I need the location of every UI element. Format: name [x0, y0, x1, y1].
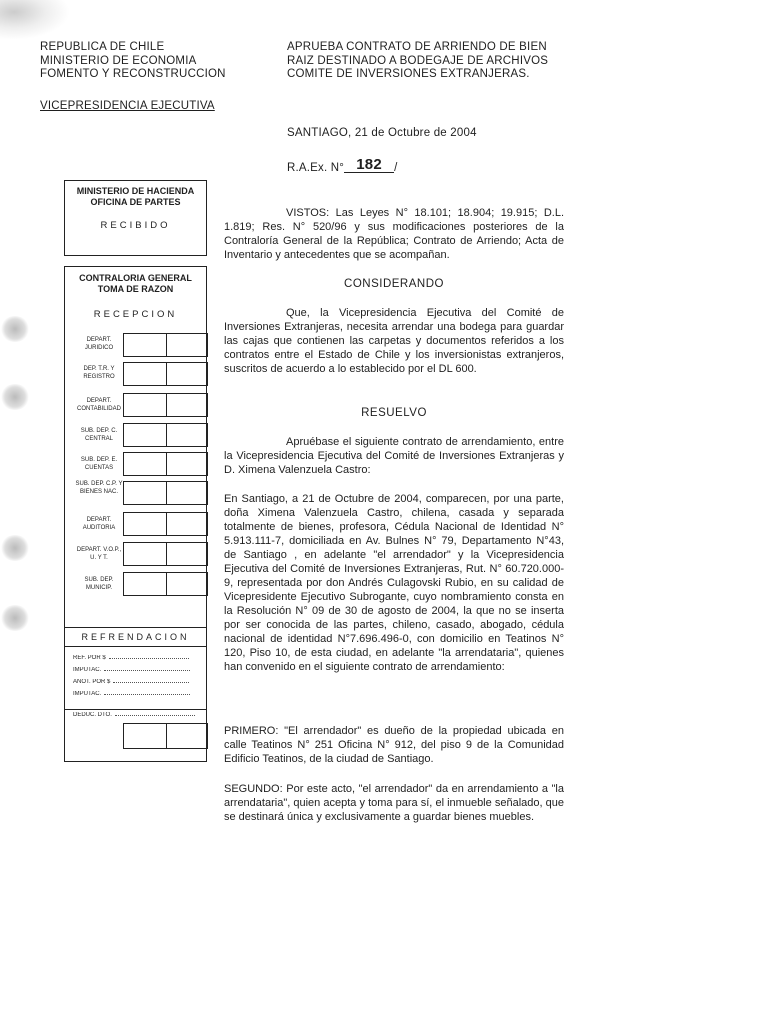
- ref-line-label: ANOT. POR $: [73, 679, 111, 685]
- stamp-title: MINISTERIO DE HACIENDA: [76, 186, 195, 196]
- row-cell: [165, 423, 208, 447]
- clause-label: SEGUNDO:: [224, 783, 283, 795]
- resolution-prefix: R.A.Ex. N°: [287, 162, 345, 174]
- row-cell: [123, 512, 167, 536]
- resolution-slash: /: [394, 162, 398, 174]
- row-label: SUB. DEP. MUNICIP.: [84, 577, 114, 591]
- row-cell: [123, 481, 167, 505]
- vistos-label: VISTOS:: [286, 207, 330, 219]
- primero-paragraph: [224, 724, 564, 766]
- stamp-contraloria: [64, 266, 207, 762]
- resolution-value: 182: [344, 158, 394, 173]
- row-label: SUB. DEP. E. CUENTAS: [80, 457, 118, 471]
- row-label: DEP. T.R. Y REGISTRO: [83, 366, 115, 380]
- refrendacion-band: [65, 627, 206, 647]
- row-cell: [165, 333, 208, 357]
- row-cell: [165, 481, 208, 505]
- row-cell: [123, 452, 167, 476]
- ref-line: [73, 655, 199, 661]
- header-line: FOMENTO Y RECONSTRUCCION: [40, 68, 226, 80]
- row-label: DEPART. JURIDICO: [84, 337, 114, 351]
- row-label: DEPART. CONTABILIDAD: [77, 398, 121, 412]
- row-label: DEPART. AUDITORIA: [82, 517, 116, 531]
- dotted-line: [113, 682, 189, 683]
- place-date: SANTIAGO, 21 de Octubre de 2004: [287, 127, 477, 139]
- stamp-title: CONTRALORIA GENERAL: [79, 273, 192, 283]
- stamp-subtitle: OFICINA DE PARTES: [90, 197, 181, 207]
- row-cell: [165, 452, 208, 476]
- ref-line-label: IMPUTAC.: [73, 667, 102, 673]
- dotted-line: [104, 694, 190, 695]
- stamp-subtitle: TOMA DE RAZON: [97, 284, 174, 294]
- punch-hole: [0, 384, 30, 410]
- header-line: REPUBLICA DE CHILE: [40, 41, 165, 53]
- ref-line: [73, 679, 199, 685]
- refrendacion-label: REFRENDACION: [81, 632, 190, 642]
- ref-line-label: DEDUC. DTO.: [73, 712, 112, 718]
- row-cell: [165, 723, 208, 749]
- row-cell: [123, 723, 167, 749]
- ministry-header: [40, 41, 226, 82]
- ref-line-label: IMPUTAC.: [73, 691, 102, 697]
- clause-text: Por este acto, "el arrendador" da en arrendamiento a "la arrendataria", quien acepta y toma para sí, el inmueble señalado, que se destinará única y exclusivamente a guardar bienes muebles.: [224, 783, 564, 823]
- row-cell: [165, 362, 208, 386]
- ref-line: [73, 712, 199, 718]
- segundo-paragraph: [224, 782, 564, 824]
- row-cell: [123, 333, 167, 357]
- dotted-line: [109, 658, 189, 659]
- subject-line: RAIZ DESTINADO A BODEGAJE DE ARCHIVOS: [287, 54, 549, 67]
- row-cell: [165, 393, 208, 417]
- resolution-number: [287, 156, 398, 176]
- row-label: SUB. DEP. C.P. Y BIENES NAC.: [75, 481, 123, 495]
- resuelvo-paragraph: Apruébase el siguiente contrato de arrendamiento, entre la Vicepresidencia Ejecutiva del Comité de Inversiones Extranjeras y D. Ximena Valenzuela Castro:: [224, 436, 564, 476]
- stamp-hacienda: [64, 180, 207, 256]
- row-cell: [165, 512, 208, 536]
- stamp-received: RECIBIDO: [100, 220, 171, 231]
- vicepresidencia-title: VICEPRESIDENCIA EJECUTIVA: [40, 100, 215, 112]
- ref-line: [73, 691, 199, 697]
- row-cell: [123, 393, 167, 417]
- vistos-paragraph: [224, 206, 564, 262]
- vistos-text: Las Leyes N° 18.101; 18.904; 19.915; D.L. 1.819; Res. N° 520/96 y sus modificaciones posteriores de la Contraloría General de la República; Contrato de Arriendo; Acta de Inventario y antecedentes que se acompañan.: [224, 207, 565, 261]
- ref-line-label: REF. POR $: [73, 655, 106, 661]
- row-cell: [123, 542, 167, 566]
- considerando-heading: CONSIDERANDO: [344, 278, 444, 290]
- subject-line: APRUEBA CONTRATO DE ARRIENDO DE BIEN: [287, 41, 547, 53]
- ref-line: [73, 667, 199, 673]
- scan-noise: [0, 0, 70, 40]
- row-cell: [165, 572, 208, 596]
- clause-text: "El arrendador" es dueño de la propiedad ubicada en calle Teatinos N° 251 Oficina N° 912, del piso 9 de la Comunidad Edificio Teatinos, de la ciudad de Santiago.: [224, 725, 564, 765]
- stamp-reception: RECEPCION: [93, 309, 178, 320]
- row-label: SUB. DEP. C. CENTRAL: [80, 428, 118, 442]
- row-cell: [165, 542, 208, 566]
- punch-hole: [0, 316, 30, 342]
- clause-label: PRIMERO:: [224, 725, 279, 737]
- punch-hole: [0, 605, 30, 631]
- row-cell: [123, 572, 167, 596]
- dotted-line: [104, 670, 190, 671]
- header-line: MINISTERIO DE ECONOMIA: [40, 54, 197, 67]
- punch-hole: [0, 535, 30, 561]
- row-cell: [123, 362, 167, 386]
- row-label: DEPART. V.O.P., U. Y T.: [76, 547, 122, 561]
- subject-line: COMITE DE INVERSIONES EXTRANJERAS.: [287, 68, 530, 80]
- considerando-paragraph: Que, la Vicepresidencia Ejecutiva del Comité de Inversiones Extranjeras, necesita arrendar una bodega para guardar las cajas que contienen las carpetas y documentos referidos a los contratos entre el Estado de Chile y los inversionistas extranjeros, suscritos de acuerdo a lo establecido por el DL 600.: [224, 307, 564, 375]
- divider: [65, 709, 206, 710]
- resuelvo-heading: RESUELVO: [361, 407, 427, 419]
- row-cell: [123, 423, 167, 447]
- comparecencia-paragraph: En Santiago, a 21 de Octubre de 2004, comparecen, por una parte, doña Ximena Valenzuela Castro, chilena, casada y separada totalmente de bienes, profesora, Cédula Nacional de Identidad N° 5.913.111-7, domiciliada en Av. Bulnes N° 79, Departamento N°43, de Santiago , en adelante "el arrendador" y la Vicepresidencia Ejecutiva del Comité de Inversiones Extranjeras, Rut. N° 60.720.000-9, representada por don Andrés Culagovski Rubio, en su calidad de Vicepresidente Ejecutivo Subrogante, cuyo nombramiento consta en la Resolución N° 09 de 30 de agosto de 2004, la que no se inserta por ser conocida de las partes, chileno, casado, abogado, cédula nacional de identidad N°7.696.496-0, con domicilio en Teatinos N° 120, Piso 10, de esta ciudad, en adelante "la arrendataria", quienes han convenido en el siguiente contrato de arrendamiento:: [224, 493, 564, 673]
- dotted-line: [115, 715, 195, 716]
- document-subject: [287, 41, 548, 82]
